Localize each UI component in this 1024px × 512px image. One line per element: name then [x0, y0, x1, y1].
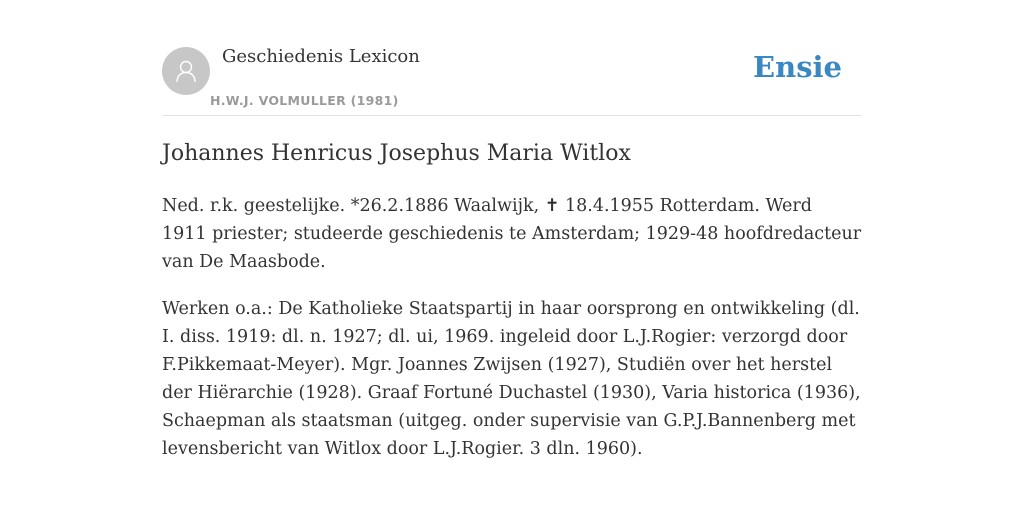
divider [162, 115, 862, 116]
brand-logo[interactable]: Ensie [753, 50, 842, 84]
entry-paragraph: Ned. r.k. geestelijke. *26.2.1886 Waalwijk, ✝ 18.4.1955 Rotterdam. Werd 1911 priester; studeerde geschiedenis te Amsterdam; 1929-48 hoofdredacteur van De Maasbode. [162, 196, 862, 272]
entry-body [162, 192, 862, 482]
lexicon-title[interactable]: Geschiedenis Lexicon [222, 46, 420, 67]
avatar[interactable] [162, 47, 210, 95]
user-icon [172, 57, 200, 85]
entry-title: Johannes Henricus Josephus Maria Witlox [162, 141, 631, 166]
entry-paragraph: Werken o.a.: De Katholieke Staatspartij in haar oorsprong en ontwikkeling (dl. I. diss. 1919: dl. n. 1927; dl. ui, 1969. ingeleid door L.J.Rogier: verzorgd door F.Pikkemaat-Meyer). Mgr. Joannes Zwijsen (1927), Studiën over het herstel der Hiërarchie (1928). Graaf Fortuné Duchastel (1930), Varia historica (1936), Schaepman als staatsman (uitgeg. onder supervisie van G.P.J.Bannenberg met levensbericht van Witlox door L.J.Rogier. 3 dln. 1960). [162, 299, 861, 459]
header [162, 46, 862, 116]
author-byline[interactable]: H.W.J. VOLMULLER (1981) [210, 93, 399, 108]
